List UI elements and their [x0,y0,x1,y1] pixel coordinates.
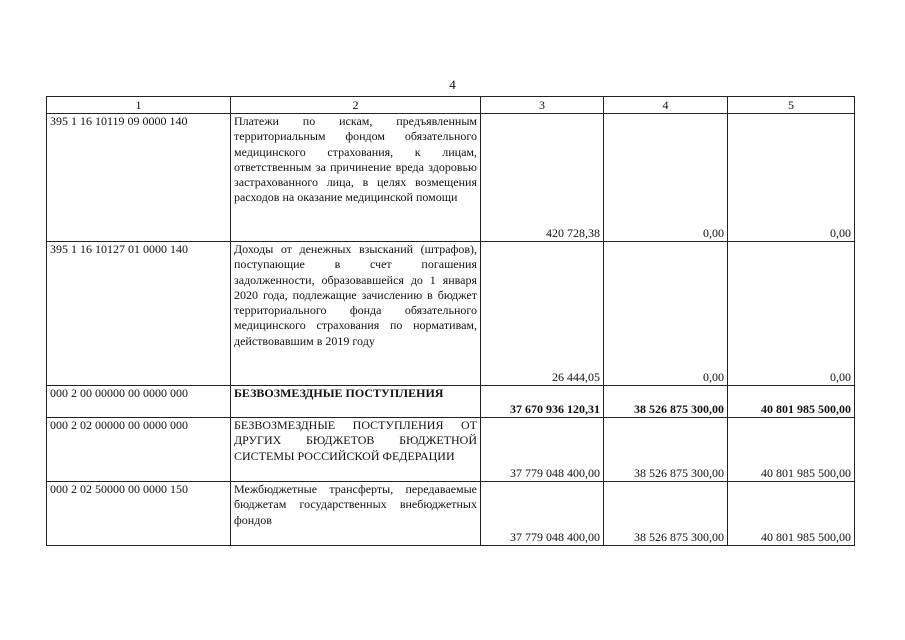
amount-cell: 38 526 875 300,00 [604,418,728,482]
amount-cell: 0,00 [728,114,855,242]
amount-cell: 0,00 [728,242,855,386]
table-row [47,386,855,418]
budget-code-cell: 000 2 02 00000 00 0000 000 [47,418,231,482]
income-name-cell: БЕЗВОЗМЕЗДНЫЕ ПОСТУПЛЕНИЯ [231,386,481,418]
budget-code-cell: 395 1 16 10127 01 0000 140 [47,242,231,386]
amount-cell: 0,00 [604,242,728,386]
amount-cell: 40 801 985 500,00 [728,418,855,482]
header-cell: 5 [728,97,855,114]
budget-code-cell: 000 2 02 50000 00 0000 150 [47,482,231,546]
table-row [47,242,855,386]
header-cell: 1 [47,97,231,114]
amount-cell: 40 801 985 500,00 [728,386,855,418]
header-cell: 4 [604,97,728,114]
amount-cell: 38 526 875 300,00 [604,482,728,546]
table-row [47,114,855,242]
header-row [47,97,855,114]
amount-cell: 37 670 936 120,31 [481,386,604,418]
budget-code-cell: 000 2 00 00000 00 0000 000 [47,386,231,418]
income-name-cell: БЕЗВОЗМЕЗДНЫЕ ПОСТУПЛЕНИЯ ОТ ДРУГИХ БЮДЖЕТОВ БЮДЖЕТНОЙ СИСТЕМЫ РОССИЙСКОЙ ФЕДЕРАЦИИ [231,418,481,482]
amount-cell: 40 801 985 500,00 [728,482,855,546]
header-cell: 2 [231,97,481,114]
amount-cell: 420 728,38 [481,114,604,242]
budget-code-cell: 395 1 16 10119 09 0000 140 [47,114,231,242]
table-row [47,482,855,546]
amount-cell: 0,00 [604,114,728,242]
header-cell: 3 [481,97,604,114]
amount-cell: 26 444,05 [481,242,604,386]
table-row [47,418,855,482]
income-name-cell: Доходы от денежных взысканий (штрафов), поступающие в счет погашения задолженности, образовавшейся до 1 января 2020 года, подлежащие зачислению в бюджет территориального фонда обязательного медицинского страхования по нормативам, действовавшим в 2019 году [231,242,481,386]
page-number: 4 [449,77,456,92]
amount-cell: 37 779 048 400,00 [481,418,604,482]
income-name-cell: Межбюджетные трансферты, передаваемые бюджетам государственных внебюджетных фондов [231,482,481,546]
amount-cell: 38 526 875 300,00 [604,386,728,418]
income-name-cell: Платежи по искам, предъявленным территориальным фондом обязательного медицинского страхования, к лицам, ответственным за причинение вреда здоровью застрахованного лица, в целях возмещения расходов на оказание медицинской помощи [231,114,481,242]
amount-cell: 37 779 048 400,00 [481,482,604,546]
budget-table [46,96,855,546]
